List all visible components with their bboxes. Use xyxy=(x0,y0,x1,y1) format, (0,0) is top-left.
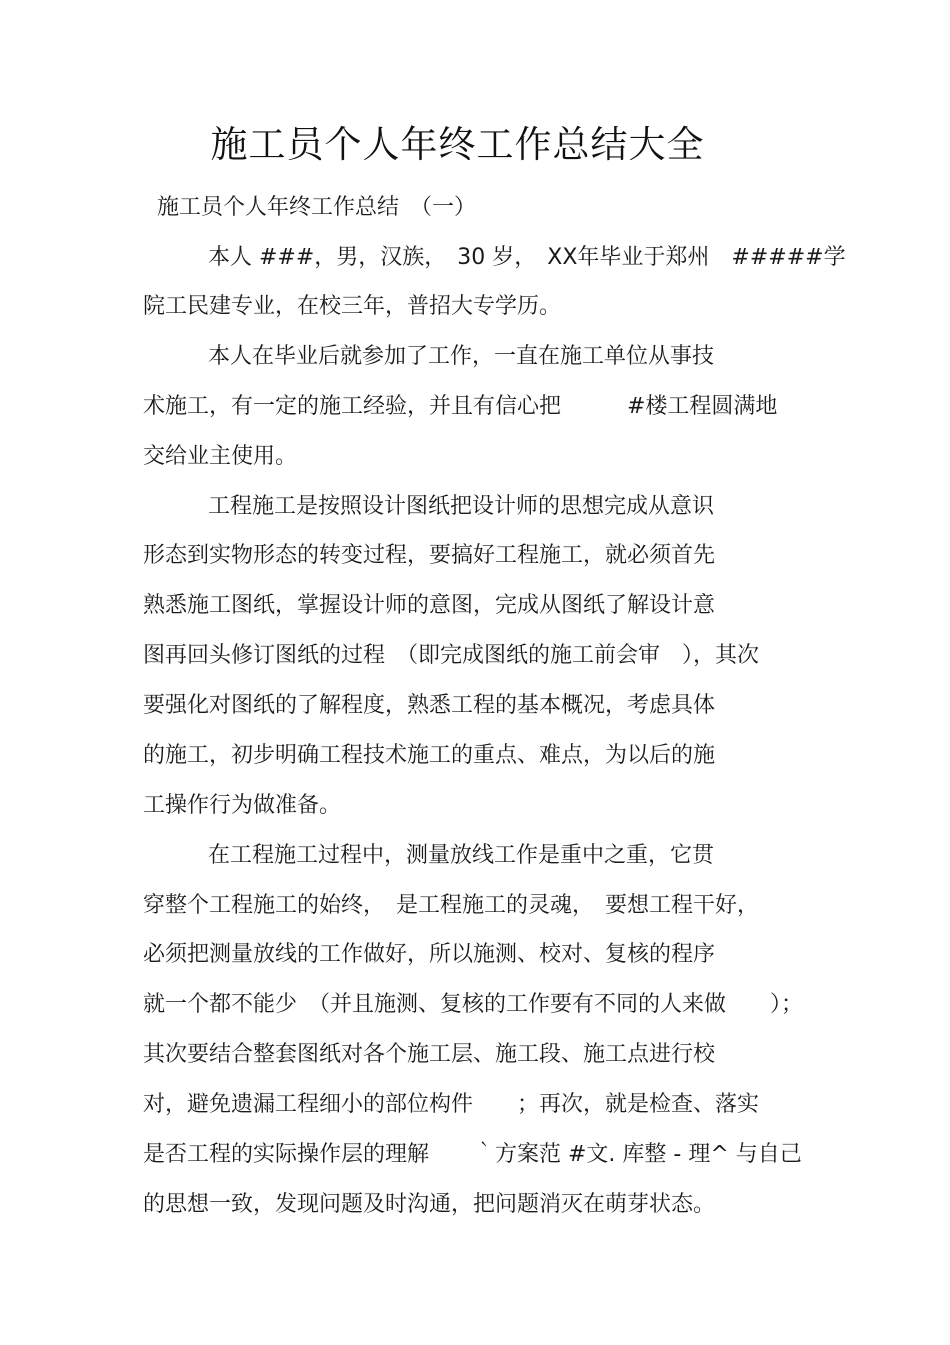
body-line: 本人在毕业后就参加了工作，一直在施工单位从事技 xyxy=(208,344,715,369)
body-line: 对，避免遗漏工程细小的部位构件 ；再次，就是检查、落实 xyxy=(143,1092,760,1117)
body-line: 其次要结合整套图纸对各个施工层、施工段、施工点进行校 xyxy=(143,1042,716,1067)
body-line: 就一个都不能少 （并且施测、复核的工作要有不同的人来做 ）； xyxy=(143,992,804,1017)
body-line: 的思想一致，发现问题及时沟通，把问题消灭在萌芽状态。 xyxy=(143,1192,716,1217)
body-line: 熟悉施工图纸，掌握设计师的意图，完成从图纸了解设计意 xyxy=(143,593,716,618)
body-line: 必须把测量放线的工作做好，所以施测、校对、复核的程序 xyxy=(143,942,716,967)
body-line: 在工程施工过程中，测量放线工作是重中之重，它贯 xyxy=(208,843,715,868)
body-line: 穿整个工程施工的始终， 是工程施工的灵魂， 要想工程干好， xyxy=(143,893,760,918)
document-title: 施工员个人年终工作总结大全 xyxy=(210,123,705,166)
body-line: 术施工，有一定的施工经验，并且有信心把 #楼工程圆满地 xyxy=(143,394,778,419)
body-line: 的施工，初步明确工程技术施工的重点、难点，为以后的施 xyxy=(143,743,716,768)
body-line: 本人 ###，男，汉族， 30 岁， XX年毕业于郑州 #####学 xyxy=(208,245,846,270)
body-line: 是否工程的实际操作层的理解 ｀方案范 #文. 库整 - 理^ 与自己 xyxy=(143,1142,802,1167)
body-line: 院工民建专业，在校三年，普招大专学历。 xyxy=(143,294,562,319)
section-heading: 施工员个人年终工作总结 （一） xyxy=(157,195,477,220)
body-line: 形态到实物形态的转变过程，要搞好工程施工，就必须首先 xyxy=(143,543,716,568)
body-line: 交给业主使用。 xyxy=(143,444,298,469)
body-line: 图再回头修订图纸的过程 （即完成图纸的施工前会审 ），其次 xyxy=(143,643,760,668)
body-line: 要强化对图纸的了解程度，熟悉工程的基本概况，考虑具体 xyxy=(143,693,716,718)
body-line: 工程施工是按照设计图纸把设计师的思想完成从意识 xyxy=(208,494,715,519)
body-line: 工操作行为做准备。 xyxy=(143,793,342,818)
